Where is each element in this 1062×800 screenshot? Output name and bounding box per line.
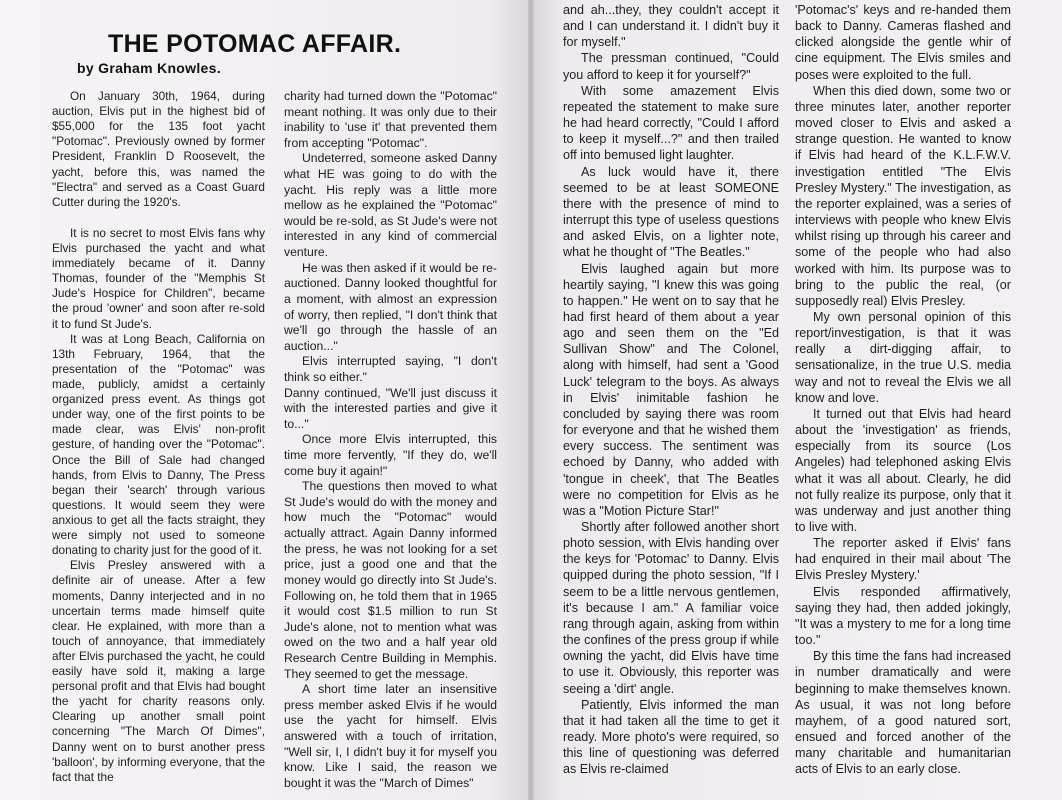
paragraph: The reporter asked if Elvis' fans had enquired in their mail about 'The Elvis Presley Mystery.' [795, 536, 1011, 583]
article-byline: by Graham Knowles. [77, 60, 221, 76]
paragraph: By this time the fans had increased in number dramatically and were beginning to make themselves known. As usual, it was not long before mayhem, of a good natured sort, ensued and forced another of the many charitable and humanitarian acts of Elvis to an early close. [795, 649, 1011, 777]
paragraph: A short time later an insensitive press member asked Elvis if he would use the yacht for himself. Elvis answered with a touch of irritation, "Well sir, I, I didn't buy it for myself you know. Like I said, the reason we bought it was the "March of Dimes" [284, 682, 497, 790]
paragraph: On January 30th, 1964, during auction, Elvis put in the highest bid of $55,000 for the 135 foot yacht "Potomac". Previously owned by former President, Franklin D Roosevelt, the yacht, before this, was named the "Electra" and served as a Coast Guard Cutter during the 1920's. [52, 89, 265, 209]
paragraph: Shortly after followed another short photo session, with Elvis handing over the keys for 'Potomac' to Danny. Elvis quipped during the photo session, "If I seem to be a little nervous gentlemen, it's because I am." A familiar voice rang through again, asking from within the confines of the press group if while owning the yacht, did Elvis have time to use it. Obviously, this reporter was seeing a 'dirt' angle. [563, 520, 779, 696]
paragraph: Danny continued, "We'll just discuss it with the interested parties and give it to..." [284, 385, 497, 431]
paragraph: Elvis laughed again but more heartily saying, "I knew this was going to happen." He went on to say that he had first heard of them about a year ago and seen them on the "Ed Sullivan Show" and The Colonel, along with himself, had sent a 'Good Luck' telegram to the boys. As always in Elvis' inimitable fashion he concluded by saying there was room for everyone and that he wished them every success. The sentiment was echoed by Danny, who added with 'tongue in cheek', that The Beatles were no competition for Elvis as he was a "Motion Picture Star!" [563, 261, 779, 518]
page-gutter [528, 0, 534, 800]
paragraph: The pressman continued, "Could you afford to keep it for yourself?" [563, 51, 779, 82]
paragraph: Patiently, Elvis informed the man that it had taken all the time to get it ready. More photo's were required, so this line of questioning was deferred as Elvis re-claimed [563, 697, 779, 777]
paragraph: charity had turned down the "Potomac" meant nothing. It was only due to their inability to 'use it' that prevented them from accepting "Potomac". [284, 89, 497, 150]
text-column-4 [795, 2, 1011, 778]
paragraph: The questions then moved to what St Jude's would do with the money and how much the "Potomac" would actually attract. Again Danny informed the press, he was not looking for a set price, just a good one and that the money would go directly into St Jude's. Following on, he told them that in 1965 it would cost $1.5 million to run St Jude's alone, not to mention what was owed on the two and a half year old Research Centre Building in Memphis. They seemed to get the message. [284, 479, 497, 681]
paragraph: Elvis responded affirmatively, saying they had, then added jokingly, "It was a mystery to me for a long time too." [795, 584, 1011, 648]
paragraph: He was then asked if it would be re-auctioned. Danny looked thoughtful for a moment, with almost an expression of worry, then replied, "I don't think that we'll go through the hassle of an auction..." [284, 260, 497, 353]
paragraph: It was at Long Beach, California on 13th February, 1964, that the presentation of the "Potomac" was made, publicly, amidst a certainly organized press event. As things got under way, one of the first points to be made clear, was Elvis' non-profit gesture, of handing over the "Potomac". Once the Bill of Sale had changed hands, from Elvis to Danny, The Press began their 'search' through various questions. It would seem they were anxious to get all the facts straight, they were simply not used to someone donating to charity just for the good of it. [52, 331, 265, 558]
paragraph: It is no secret to most Elvis fans why Elvis purchased the yacht and what immediately became of it. Danny Thomas, founder of the "Memphis St Jude's Hospice for Children", became the proud 'owner' and soon after re-sold it to fund St Jude's. [52, 225, 265, 331]
paragraph: It turned out that Elvis had heard about the 'investigation' as friends, especially from its source (Los Angeles) had telephoned asking Elvis what it was all about. Clearly, he did not fully realize its purpose, only that it was underway and just another thing to live with. [795, 406, 1011, 534]
paragraph: 'Potomac's' keys and re-handed them back to Danny. Cameras flashed and clicked alongside the gentle whir of cine equipment. The Elvis smiles and poses were exploited to the full. [795, 3, 1011, 82]
text-column-2 [284, 89, 497, 791]
paragraph: Elvis interrupted saying, "I don't think so either." [284, 354, 497, 384]
paragraph: Undeterred, someone asked Danny what HE was going to do with the yacht. His reply was a little more mellow as he explained the "Potomac" would be re-sold, as St Jude's were not interested in any kind of commercial venture. [284, 151, 497, 260]
paragraph: and ah...they, they couldn't accept it and I can understand it. I didn't buy it for myself." [563, 3, 779, 50]
text-column-1 [52, 89, 265, 785]
article-title: THE POTOMAC AFFAIR. [108, 30, 402, 58]
paragraph: As luck would have it, there seemed to be at least SOMEONE there with the presence of mind to interrupt this type of useless questions and asked Elvis, on a lighter note, what he thought of "The Beatles." [563, 164, 779, 260]
paragraph: My own personal opinion of this report/investigation, is that it was really a dirt-digging affair, to sensationalize, in the true U.S. media way and not to reveal the Elvis we all know and love. [795, 309, 1011, 405]
text-column-3 [563, 2, 779, 778]
paragraph: With some amazement Elvis repeated the statement to make sure he had heard correctly, "Could I afford to keep it myself...?" and then trailed off into bemused light laughter. [563, 83, 779, 163]
paragraph: Elvis Presley answered with a definite air of unease. After a few moments, Danny interjected and in no uncertain terms made himself quite clear. He explained, with more than a touch of annoyance, that immediately after Elvis purchased the yacht, he could easily have sold it, making a large personal profit and that Elvis had bought the yacht for charity reasons only. Clearing up another small point concerning "The March Of Dimes", Danny went on to burst another press 'balloon', by informing everyone, that the fact that the [52, 558, 265, 784]
paragraph: Once more Elvis interrupted, this time more fervently, "If they do, we'll come buy it again!" [284, 432, 497, 478]
paragraph: When this died down, some two or three minutes later, another reporter moved closer to Elvis and asked a strange question. He wanted to know if Elvis had heard of the K.L.F.W.V. investigation entitled "The Elvis Presley Mystery." The investigation, as the reporter explained, was a series of interviews with people who knew Elvis whilst rising up through his career and some of the people who had also worked with him. Its purpose was to bring to the public the real, (or supposedly real) Elvis Presley. [795, 83, 1011, 308]
